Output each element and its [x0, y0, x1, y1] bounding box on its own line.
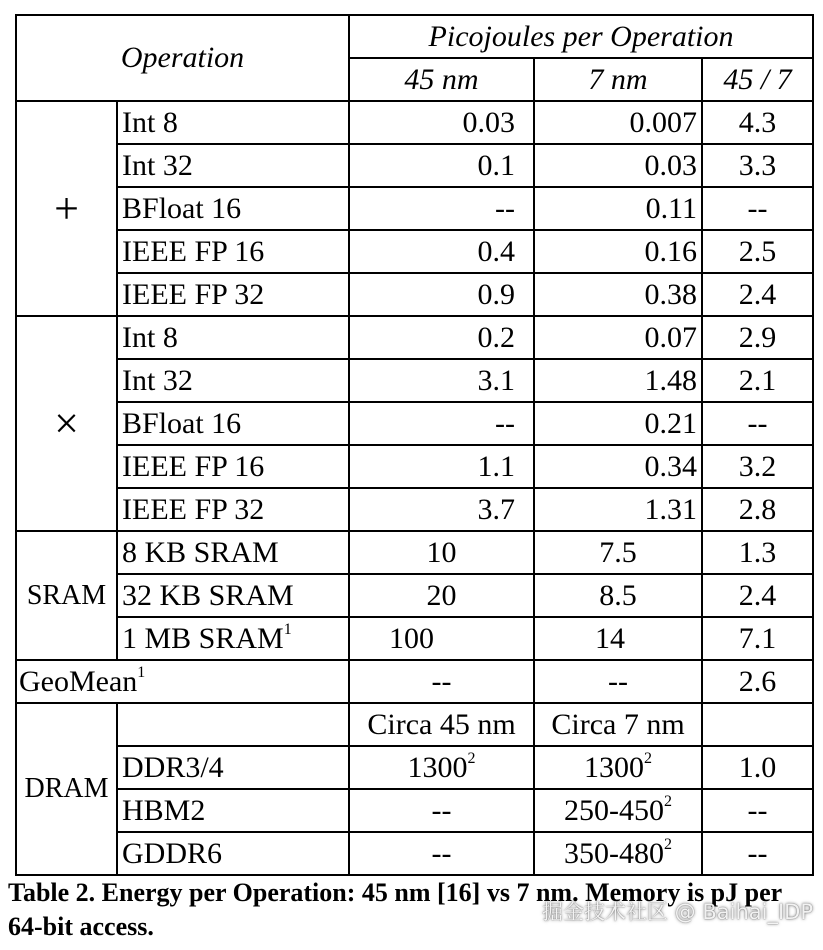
- value-45nm: --: [349, 187, 534, 230]
- value-45nm: 0.4: [349, 230, 534, 273]
- value-45nm: 0.9: [349, 273, 534, 316]
- dram-subheader-7nm: Circa 7 nm: [534, 703, 702, 746]
- value-ratio: 2.8: [702, 488, 813, 531]
- multiply-icon: ×: [54, 398, 79, 448]
- table-row: [16, 230, 813, 273]
- value-7nm: 8.5: [534, 574, 702, 617]
- value-ratio: 2.4: [702, 574, 813, 617]
- value-ratio: --: [702, 789, 813, 832]
- value-45nm: 3.1: [349, 359, 534, 402]
- table-caption: Table 2. Energy per Operation: 45 nm [16] vs 7 nm. Memory is pJ per 64-bit access.: [8, 878, 782, 941]
- value-7nm: 0.03: [534, 144, 702, 187]
- value-7nm: 1300: [584, 750, 645, 784]
- table-row: [16, 187, 813, 230]
- geomean-label: GeoMean: [19, 664, 138, 698]
- op-name: IEEE FP 32: [117, 273, 349, 316]
- add-group-cell: [16, 101, 117, 316]
- value-7nm: 250-450: [564, 793, 665, 827]
- table-row: [16, 789, 813, 832]
- op-name: IEEE FP 16: [117, 445, 349, 488]
- value-ratio: 2.4: [702, 273, 813, 316]
- value-7nm: 0.007: [534, 101, 702, 144]
- footnote-marker: 2: [644, 749, 653, 767]
- value-7nm: 1.48: [534, 359, 702, 402]
- mul-group-cell: [16, 316, 117, 531]
- table-row: [16, 531, 813, 574]
- dram-group-label: DRAM: [16, 703, 117, 875]
- op-name: BFloat 16: [117, 402, 349, 445]
- table-row: [16, 832, 813, 875]
- op-name: Int 32: [117, 359, 349, 402]
- op-name: Int 8: [117, 316, 349, 359]
- value-7nm: 350-480: [564, 836, 665, 870]
- value-ratio: 1.0: [702, 746, 813, 789]
- value-ratio: --: [702, 187, 813, 230]
- op-name-cell: [117, 617, 349, 660]
- value-7nm: --: [534, 660, 702, 703]
- footnote-marker: 2: [664, 792, 673, 810]
- value-7nm: 0.34: [534, 445, 702, 488]
- table-row: [16, 488, 813, 531]
- footnote-marker: 1: [283, 620, 292, 638]
- value-7nm-cell: [534, 789, 702, 832]
- value-ratio: 2.1: [702, 359, 813, 402]
- sram-group-label: SRAM: [16, 531, 117, 660]
- value-45nm: 1.1: [349, 445, 534, 488]
- value-7nm-cell: [534, 746, 702, 789]
- table-row: [16, 101, 813, 144]
- table-row: [16, 445, 813, 488]
- op-name: IEEE FP 32: [117, 488, 349, 531]
- value-45nm: 100: [349, 617, 534, 660]
- table-row: [16, 617, 813, 660]
- value-ratio: 2.5: [702, 230, 813, 273]
- value-45nm: 0.03: [349, 101, 534, 144]
- value-45nm-cell: [349, 746, 534, 789]
- picojoules-header: Picojoules per Operation: [349, 15, 813, 58]
- value-ratio: --: [702, 402, 813, 445]
- op-name: GDDR6: [117, 832, 349, 875]
- value-45nm: --: [349, 660, 534, 703]
- value-7nm: 7.5: [534, 531, 702, 574]
- value-7nm: 1.31: [534, 488, 702, 531]
- col-45nm-header: 45 nm: [349, 58, 534, 101]
- table-row: [16, 359, 813, 402]
- col-7nm-header: 7 nm: [534, 58, 702, 101]
- footnote-marker: 2: [467, 749, 476, 767]
- table-row: [16, 574, 813, 617]
- value-7nm: 0.16: [534, 230, 702, 273]
- value-45nm: 3.7: [349, 488, 534, 531]
- op-name: 8 KB SRAM: [117, 531, 349, 574]
- value-7nm: 0.21: [534, 402, 702, 445]
- value-45nm: --: [349, 832, 534, 875]
- empty-cell: [702, 703, 813, 746]
- value-ratio: --: [702, 832, 813, 875]
- table-row: [16, 703, 813, 746]
- op-name: HBM2: [117, 789, 349, 832]
- value-7nm: 0.38: [534, 273, 702, 316]
- value-45nm: 0.1: [349, 144, 534, 187]
- value-45nm: 1300: [407, 750, 468, 784]
- empty-cell: [117, 703, 349, 746]
- value-45nm: --: [349, 402, 534, 445]
- table-row: [16, 660, 813, 703]
- op-name: IEEE FP 16: [117, 230, 349, 273]
- geomean-cell: [16, 660, 349, 703]
- operation-header: Operation: [16, 15, 349, 101]
- value-ratio: 1.3: [702, 531, 813, 574]
- table-row: [16, 273, 813, 316]
- footnote-marker: 2: [664, 835, 673, 853]
- footnote-marker: 1: [137, 663, 146, 681]
- op-name: Int 32: [117, 144, 349, 187]
- dram-subheader-45nm: Circa 45 nm: [349, 703, 534, 746]
- value-7nm-cell: [534, 832, 702, 875]
- value-ratio: 4.3: [702, 101, 813, 144]
- value-7nm: 0.07: [534, 316, 702, 359]
- plus-icon: +: [54, 183, 79, 233]
- value-7nm: 0.11: [534, 187, 702, 230]
- table-row: [16, 402, 813, 445]
- value-45nm: 20: [349, 574, 534, 617]
- op-name: BFloat 16: [117, 187, 349, 230]
- col-ratio-header: 45 / 7: [702, 58, 813, 101]
- value-ratio: 3.2: [702, 445, 813, 488]
- value-45nm: 0.2: [349, 316, 534, 359]
- energy-table: [15, 14, 814, 876]
- value-7nm: 14: [534, 617, 702, 660]
- value-ratio: 3.3: [702, 144, 813, 187]
- op-name: DDR3/4: [117, 746, 349, 789]
- value-ratio: 2.6: [702, 660, 813, 703]
- value-45nm: 10: [349, 531, 534, 574]
- table-row: [16, 746, 813, 789]
- value-ratio: 7.1: [702, 617, 813, 660]
- table-row: [16, 316, 813, 359]
- op-name: 32 KB SRAM: [117, 574, 349, 617]
- value-ratio: 2.9: [702, 316, 813, 359]
- table-row: [16, 144, 813, 187]
- value-45nm: --: [349, 789, 534, 832]
- op-name: Int 8: [117, 101, 349, 144]
- op-name: 1 MB SRAM: [122, 621, 284, 655]
- watermark: 掘金技术社区 @ Baihai_IDP: [542, 900, 813, 924]
